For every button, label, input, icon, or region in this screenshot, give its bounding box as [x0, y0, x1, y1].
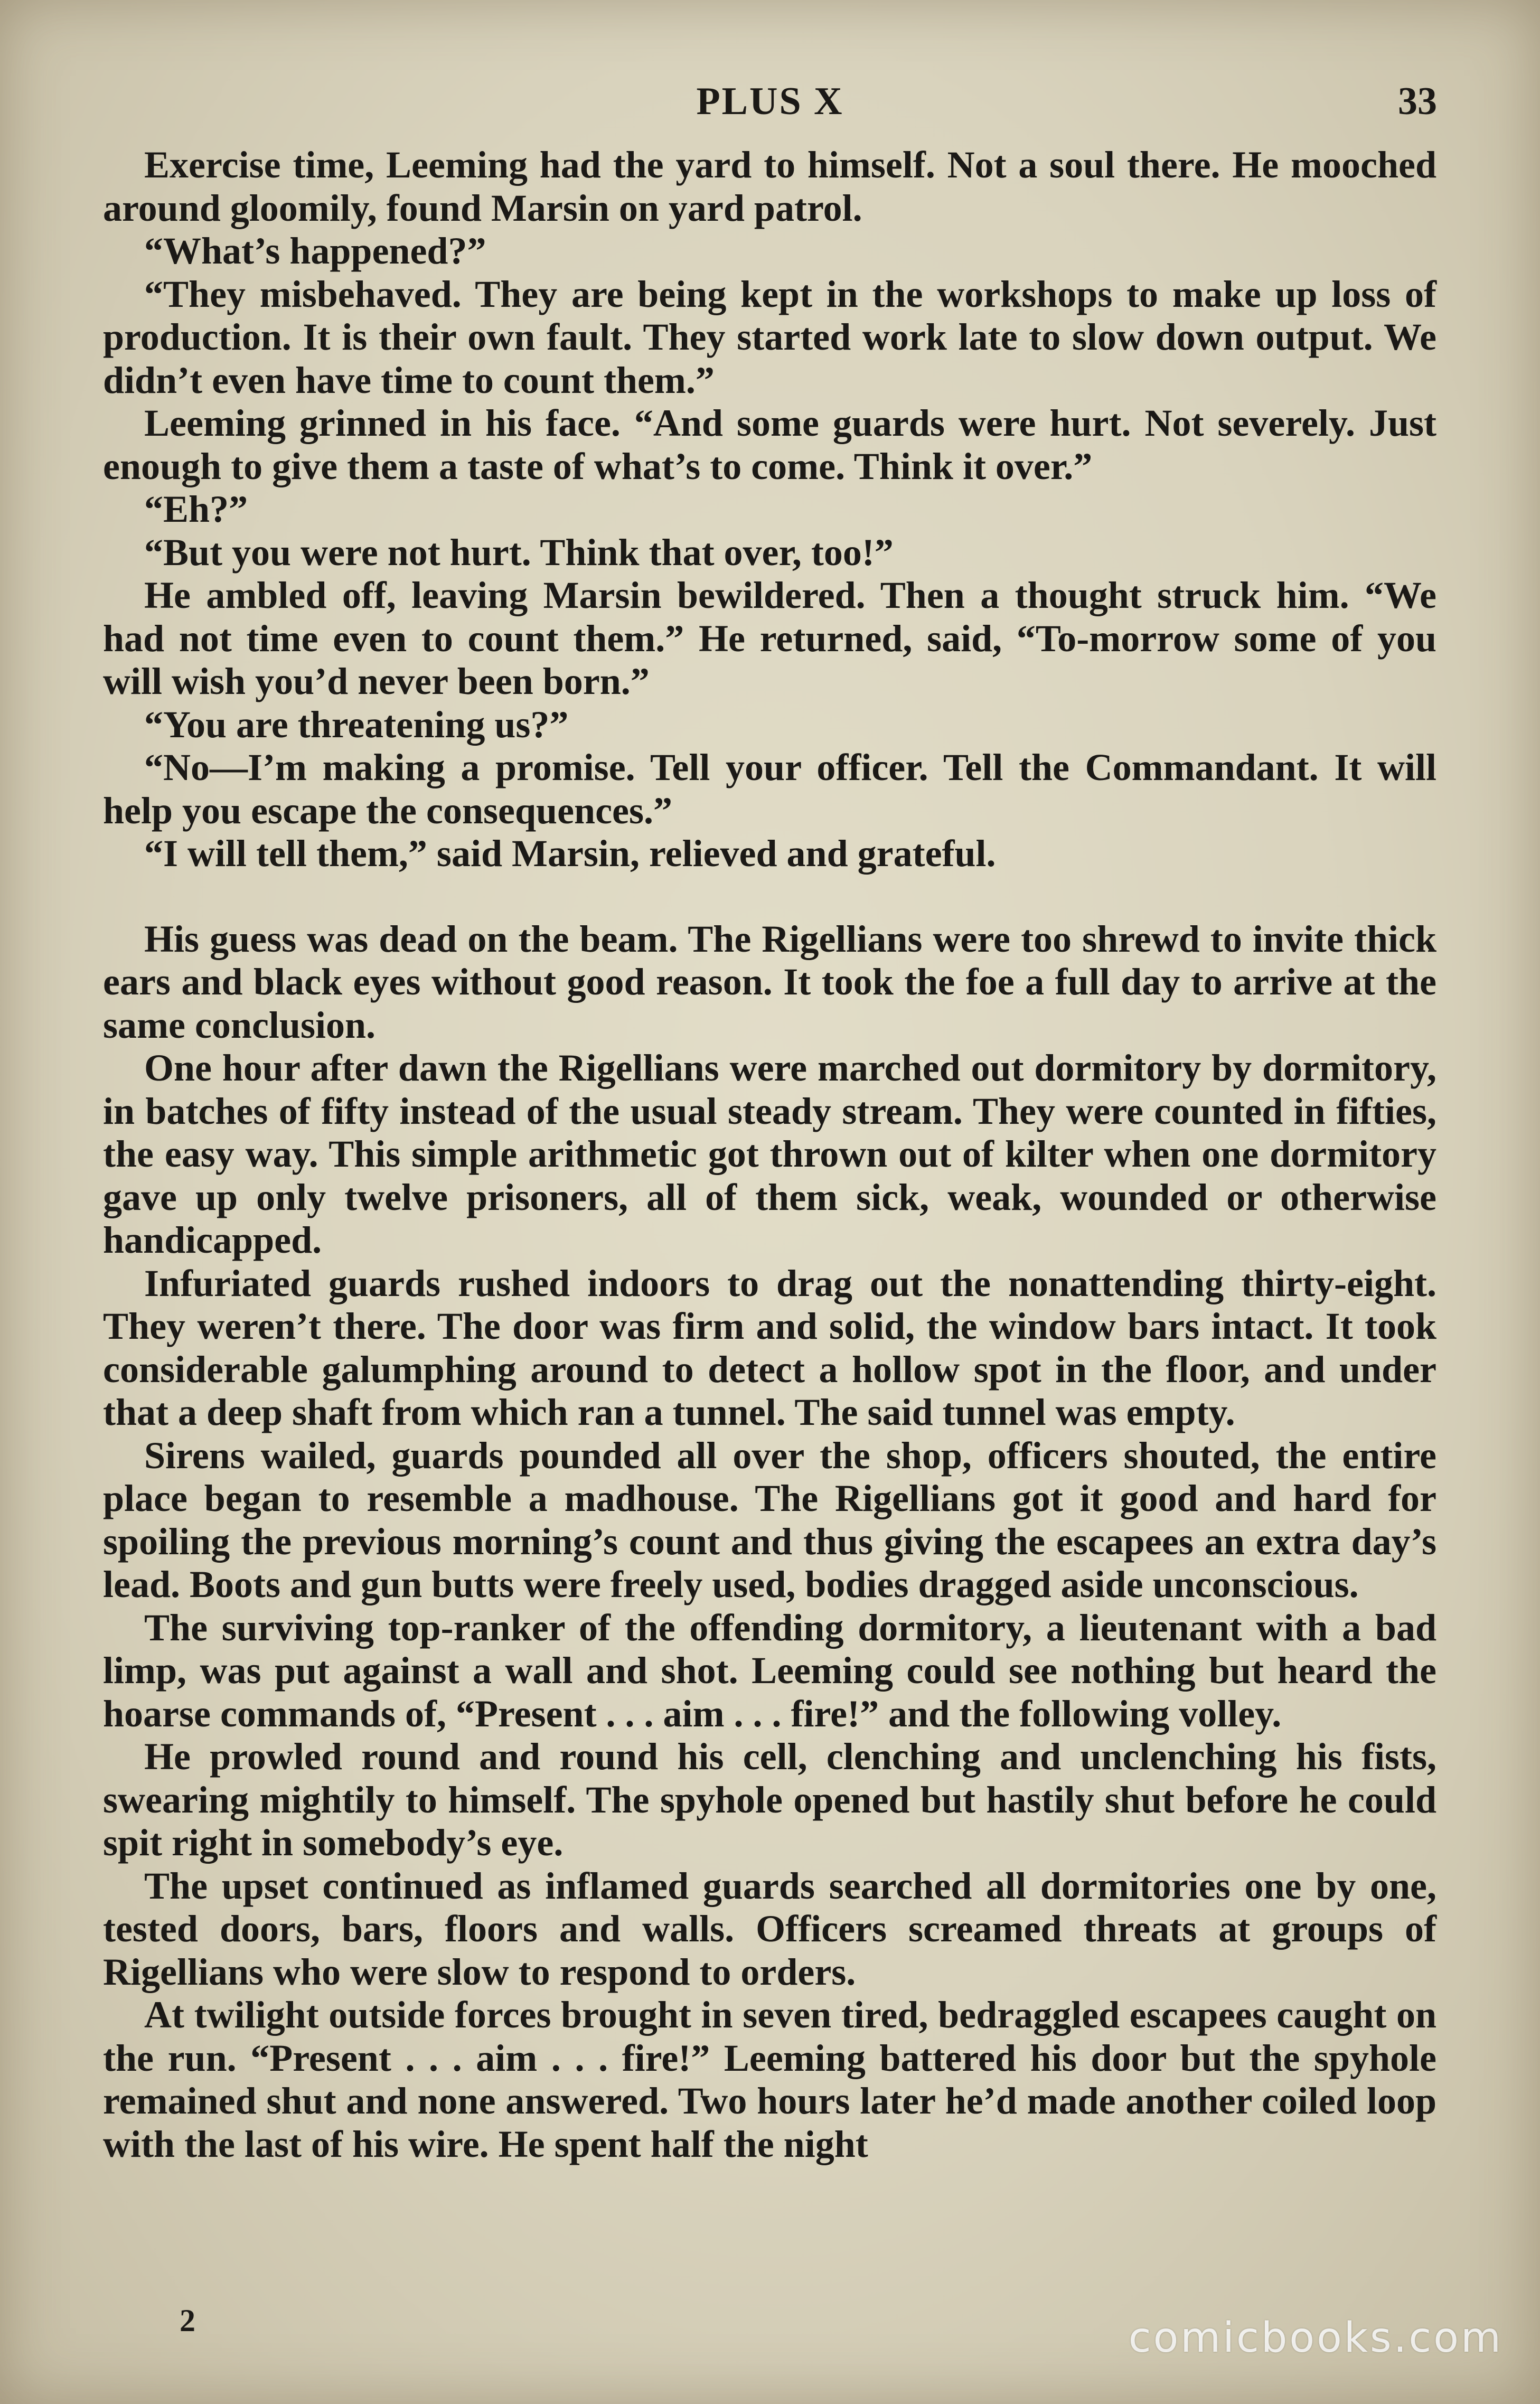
paragraph: He ambled off, leaving Marsin bewildered. Then a thought struck him. “We had not time even to count them.” He returned, said, “To-morrow some of you will wish you’d never been born.”	[103, 574, 1436, 702]
paragraph: He prowled round and round his cell, clenching and unclenching his fists, swearing mightily to himself. The spyhole opened but hastily shut before he could spit right in somebody’s eye.	[103, 1735, 1436, 1864]
paragraph: “You are threatening us?”	[144, 703, 569, 746]
paragraph: At twilight outside forces brought in seven tired, bedraggled escapees caught on the run. “Present . . . aim . . . fire!” Leeming battered his door but the spyhole remained shut and none answered. Two hours later he’d made another coiled loop with the last of his wire. He spent half the night	[103, 1994, 1436, 2165]
paragraph: The surviving top-ranker of the offending dormitory, a lieutenant with a bad limp, was put against a wall and shot. Leeming could see nothing but heard the hoarse commands of, “Present . . . aim . . . fire!” and the following volley.	[103, 1606, 1436, 1735]
signature-mark: 2	[180, 2303, 195, 2338]
paragraph: “Eh?”	[144, 488, 248, 530]
page-header	[103, 74, 1437, 132]
running-title: PLUS X	[696, 80, 844, 123]
section-break	[103, 876, 1436, 918]
paragraph: “They misbehaved. They are being kept in the workshops to make up loss of production. It is their own fault. They started work late to slow down output. We didn’t even have time to count them.”	[103, 273, 1436, 401]
page-number: 33	[1398, 80, 1437, 123]
paragraph: “But you were not hurt. Think that over, too!”	[144, 531, 894, 574]
paragraph: His guess was dead on the beam. The Rigellians were too shrewd to invite thick ears and black eyes without good reason. It took the foe a full day to arrive at the same conclusion.	[103, 917, 1436, 1046]
paragraph: Sirens wailed, guards pounded all over the shop, officers shouted, the entire place began to resemble a madhouse. The Rigellians got it good and hard for spoiling the previous morning’s count and thus giving the escapees an extra day’s lead. Boots and gun butts were freely used, bodies dragged aside unconscious.	[103, 1434, 1436, 1605]
paragraph: “I will tell them,” said Marsin, relieved and grateful.	[144, 832, 996, 875]
paragraph: Infuriated guards rushed indoors to drag out the nonattending thirty-eight. They weren’t there. The door was firm and solid, the window bars intact. It took considerable galumphing around to detect a hollow spot in the floor, and under that a deep shaft from which ran a tunnel. The said tunnel was empty.	[103, 1262, 1436, 1433]
body-text	[103, 144, 1436, 2166]
paragraph: Exercise time, Leeming had the yard to himself. Not a soul there. He mooched around gloomily, found Marsin on yard patrol.	[103, 144, 1436, 229]
paragraph: One hour after dawn the Rigellians were marched out dormitory by dormitory, in batches of fifty instead of the usual steady stream. They were counted in fifties, the easy way. This simple arithmetic got thrown out of kilter when one dormitory gave up only twelve prisoners, all of them sick, weak, wounded or otherwise handicapped.	[103, 1047, 1436, 1261]
paragraph: “What’s happened?”	[144, 230, 486, 272]
watermark: comicbooks.com	[1128, 2314, 1503, 2362]
paragraph: Leeming grinned in his face. “And some guards were hurt. Not severely. Just enough to give them a taste of what’s to come. Think it over.”	[103, 402, 1436, 487]
paragraph: “No—I’m making a promise. Tell your officer. Tell the Commandant. It will help you escape the consequences.”	[103, 746, 1436, 832]
paragraph: The upset continued as inflamed guards searched all dormitories one by one, tested doors, bars, floors and walls. Officers screamed threats at groups of Rigellians who were slow to respond to orders.	[103, 1864, 1436, 1993]
